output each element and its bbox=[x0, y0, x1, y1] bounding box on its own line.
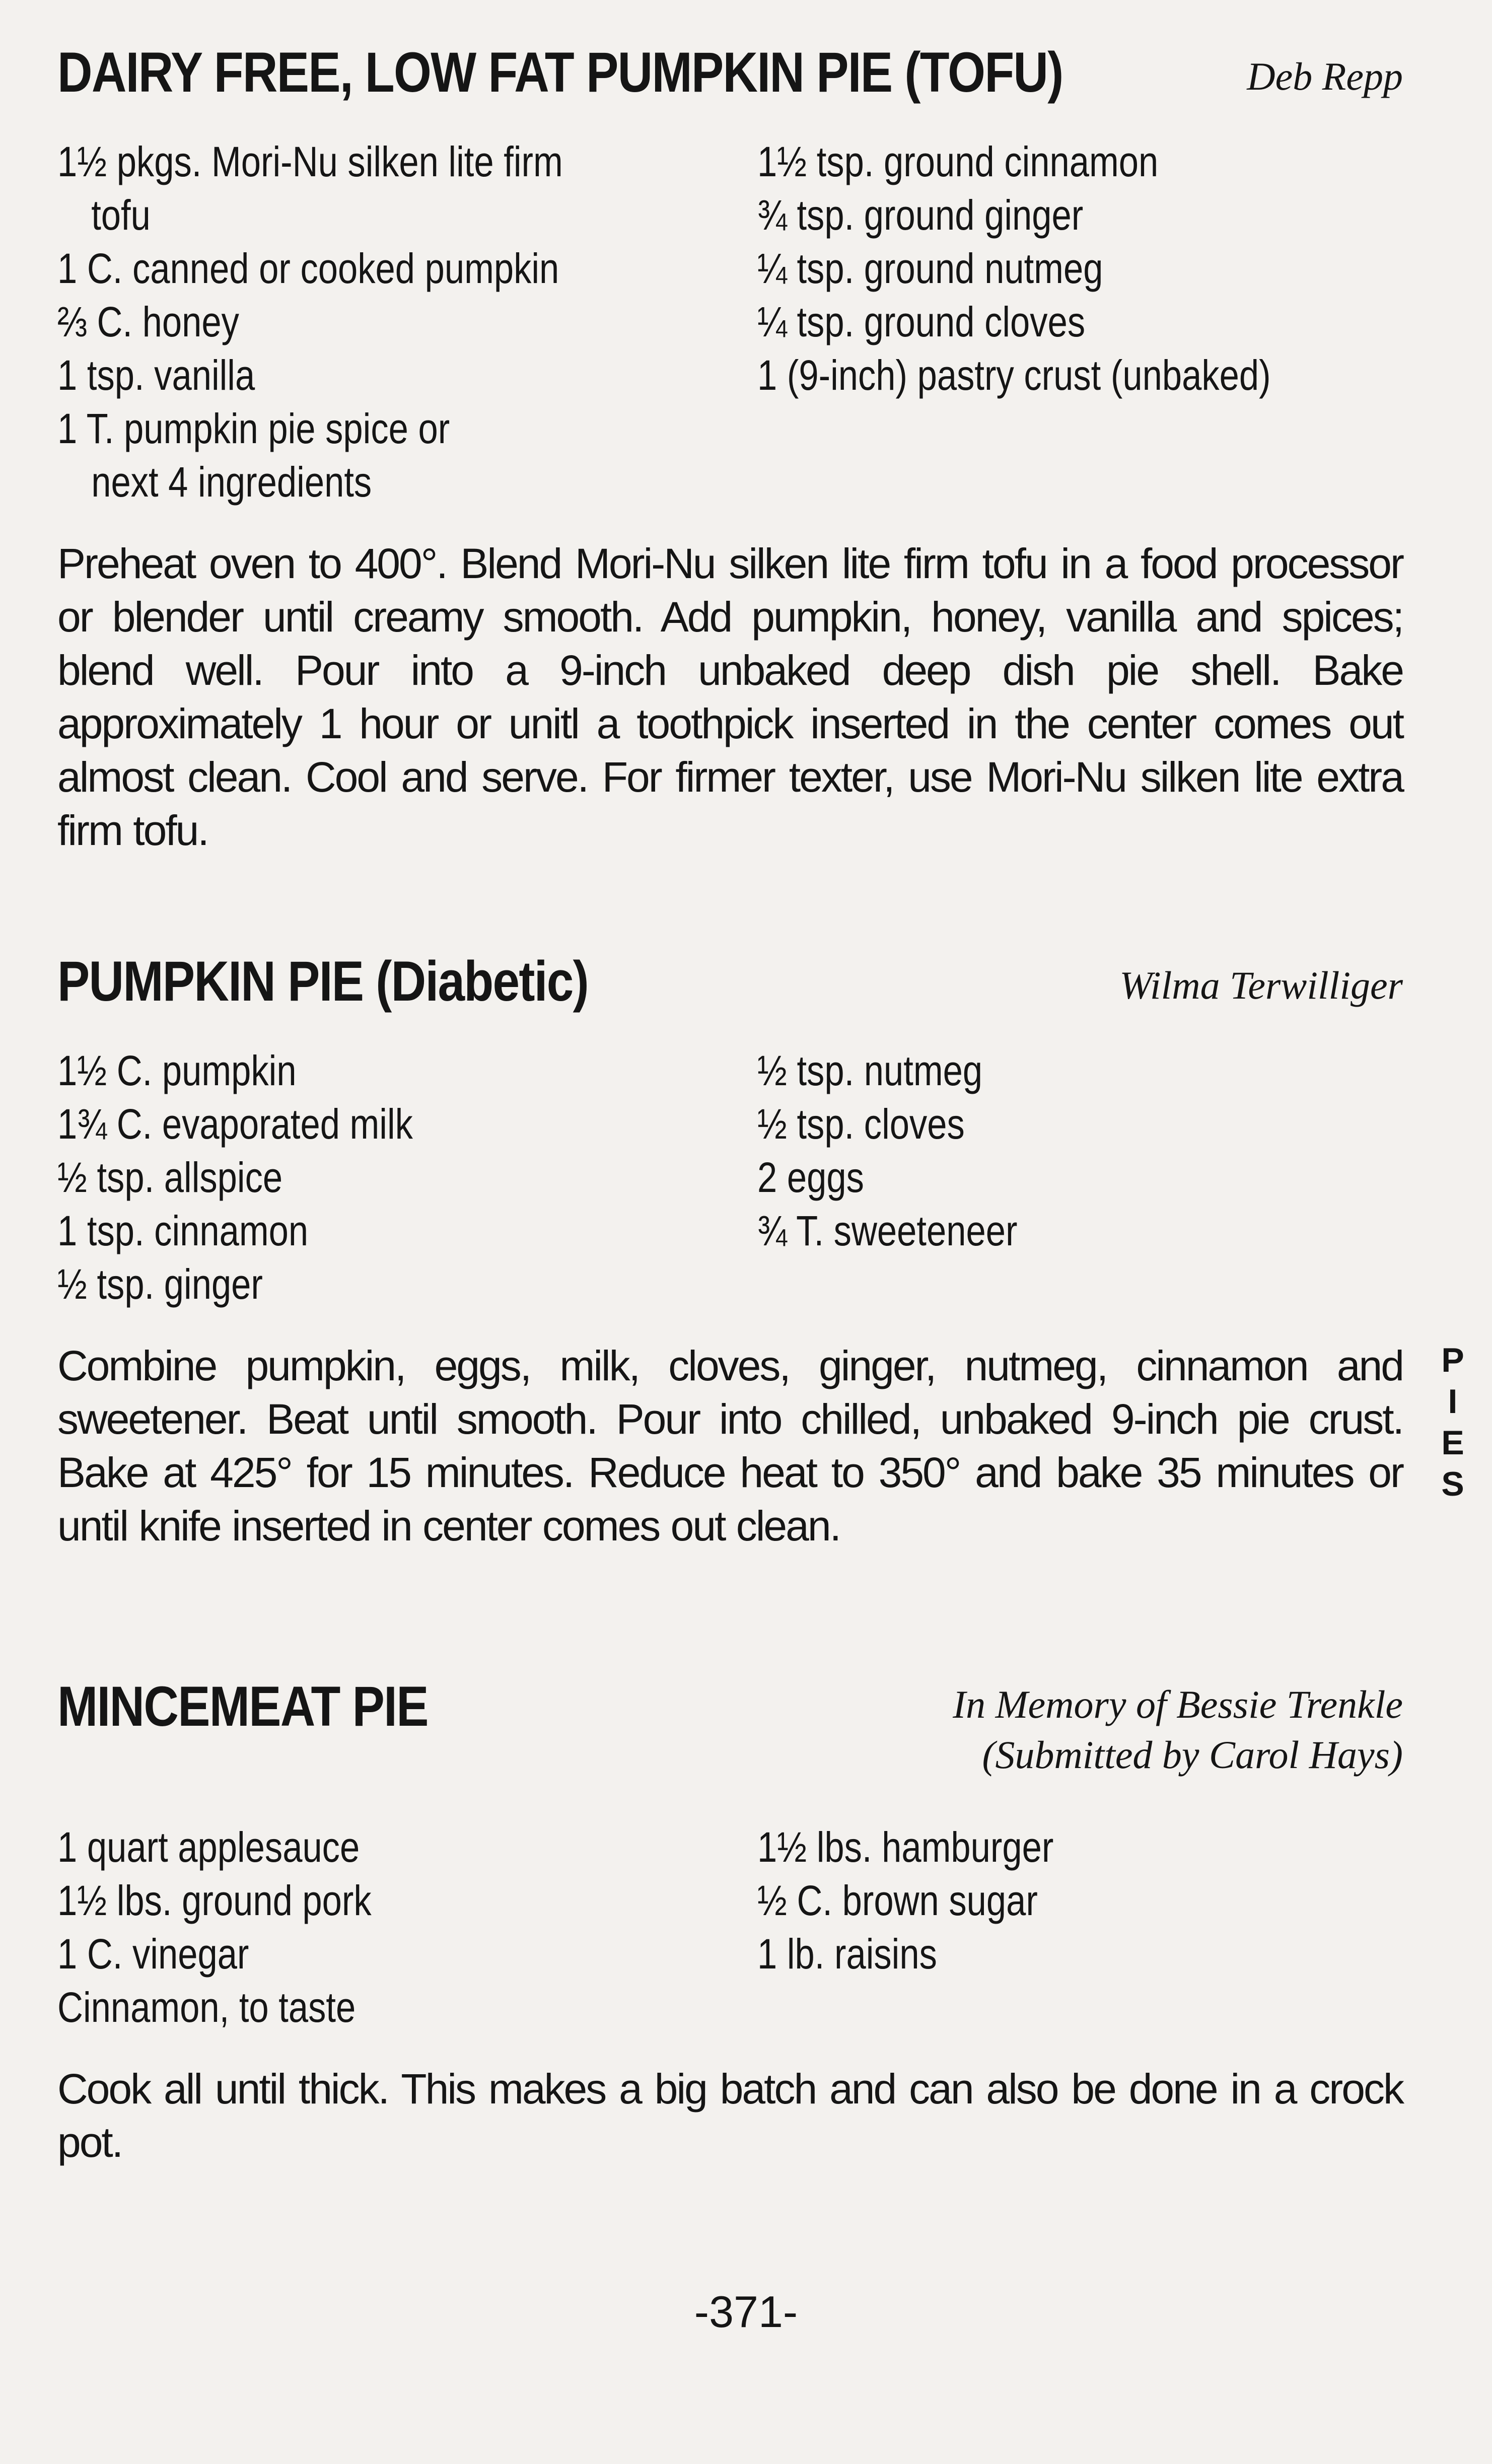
page-number: -371- bbox=[694, 2287, 798, 2337]
recipe-title: PUMPKIN PIE (Diabetic) bbox=[57, 950, 588, 1013]
ingredient-item: ⅔ C. honey bbox=[57, 298, 239, 345]
ingredient-item: 1 C. vinegar bbox=[57, 1930, 249, 1978]
ingredient-column-left bbox=[57, 1044, 757, 1311]
recipe-author: Wilma Terwilliger bbox=[1119, 963, 1403, 1007]
recipe-author: Deb Repp bbox=[1247, 54, 1403, 98]
ingredient-list bbox=[57, 135, 1403, 509]
ingredient-item: ½ tsp. cloves bbox=[757, 1100, 965, 1148]
ingredient-column-left bbox=[57, 135, 757, 509]
ingredient-column-right bbox=[757, 135, 1403, 509]
recipe-header bbox=[57, 944, 1403, 1020]
section-tab-letter: E bbox=[1441, 1424, 1464, 1462]
recipe-header bbox=[57, 1675, 1403, 1777]
section-tab bbox=[1435, 1340, 1470, 1505]
ingredient-item: 1½ lbs. ground pork bbox=[57, 1877, 372, 1924]
ingredient-item: Cinnamon, to taste bbox=[57, 1984, 356, 2031]
ingredient-item: 1 tsp. vanilla bbox=[57, 351, 255, 399]
ingredient-item: 1½ tsp. ground cinnamon bbox=[757, 138, 1159, 185]
ingredient-column-right bbox=[757, 1820, 1403, 2034]
ingredient-item: 1½ lbs. hamburger bbox=[757, 1823, 1054, 1871]
recipe-diabetic-pumpkin-pie bbox=[57, 944, 1403, 1553]
ingredient-column-right bbox=[757, 1044, 1403, 1311]
ingredient-item: ½ tsp. nutmeg bbox=[757, 1047, 983, 1094]
recipe-author-line: In Memory of Bessie Trenkle bbox=[953, 1682, 1403, 1726]
ingredient-item: 1 (9-inch) pastry crust (unbaked) bbox=[757, 351, 1271, 399]
ingredient-item: ¾ tsp. ground ginger bbox=[757, 191, 1084, 239]
ingredient-item: 2 eggs bbox=[757, 1154, 864, 1201]
ingredient-item: 1 T. pumpkin pie spice or bbox=[57, 405, 450, 452]
recipe-header bbox=[57, 35, 1403, 111]
ingredient-item: next 4 ingredients bbox=[91, 458, 372, 506]
ingredient-item: ½ tsp. ginger bbox=[57, 1260, 263, 1308]
ingredient-item: ¾ T. sweeteneer bbox=[757, 1207, 1018, 1254]
recipe-directions: Cook all until thick. This makes a big batch and can also be done in a crock pot. bbox=[57, 2065, 1403, 2166]
recipe-submitter-line: (Submitted by Carol Hays) bbox=[982, 1733, 1403, 1777]
ingredient-item: 1¾ C. evaporated milk bbox=[57, 1100, 413, 1148]
ingredient-item: ¼ tsp. ground cloves bbox=[757, 298, 1086, 345]
ingredient-item: ½ tsp. allspice bbox=[57, 1154, 283, 1201]
section-tab-letter: P bbox=[1441, 1341, 1464, 1379]
recipe-title: MINCEMEAT PIE bbox=[57, 1675, 428, 1738]
ingredient-item: ½ C. brown sugar bbox=[757, 1877, 1038, 1924]
ingredient-item: 1 lb. raisins bbox=[757, 1930, 937, 1978]
ingredient-item: 1½ C. pumpkin bbox=[57, 1047, 297, 1094]
recipe-title: DAIRY FREE, LOW FAT PUMPKIN PIE (TOFU) bbox=[57, 41, 1063, 104]
ingredient-item: tofu bbox=[91, 191, 151, 239]
recipe-directions: Preheat oven to 400°. Blend Mori-Nu silken lite firm tofu in a food processor or blender until creamy smooth. Add pumpkin, honey, vanilla and spices; blend well. Pour into a 9-inch unbaked deep dish pie shell. Bake approximately 1 hour or unitl a toothpick inserted in the center comes out almost clean. Cool and serve. For firmer texter, use Mori-Nu silken lite extra firm tofu. bbox=[57, 540, 1403, 854]
ingredient-item: 1 tsp. cinnamon bbox=[57, 1207, 309, 1254]
recipe-mincemeat-pie bbox=[57, 1675, 1403, 2169]
ingredient-list bbox=[57, 1820, 1403, 2034]
recipe-tofu-pumpkin-pie bbox=[57, 35, 1403, 857]
ingredient-item: 1 C. canned or cooked pumpkin bbox=[57, 245, 559, 292]
recipe-directions: Combine pumpkin, eggs, milk, cloves, ginger, nutmeg, cinnamon and sweetener. Beat until smooth. Pour into chilled, unbaked 9-inch pie crust. Bake at 425° for 15 minutes. Reduce heat to 350° and bake 35 minutes or until knife inserted in center comes out clean. bbox=[57, 1342, 1403, 1550]
section-tab-letter: S bbox=[1441, 1465, 1464, 1503]
ingredient-column-left bbox=[57, 1820, 757, 2034]
ingredient-item: ¼ tsp. ground nutmeg bbox=[757, 245, 1103, 292]
ingredient-item: 1 quart applesauce bbox=[57, 1823, 360, 1871]
ingredient-item: 1½ pkgs. Mori-Nu silken lite firm bbox=[57, 138, 563, 185]
recipe-author bbox=[953, 1679, 1403, 1780]
ingredient-list bbox=[57, 1044, 1403, 1311]
section-tab-letter: I bbox=[1448, 1382, 1458, 1421]
